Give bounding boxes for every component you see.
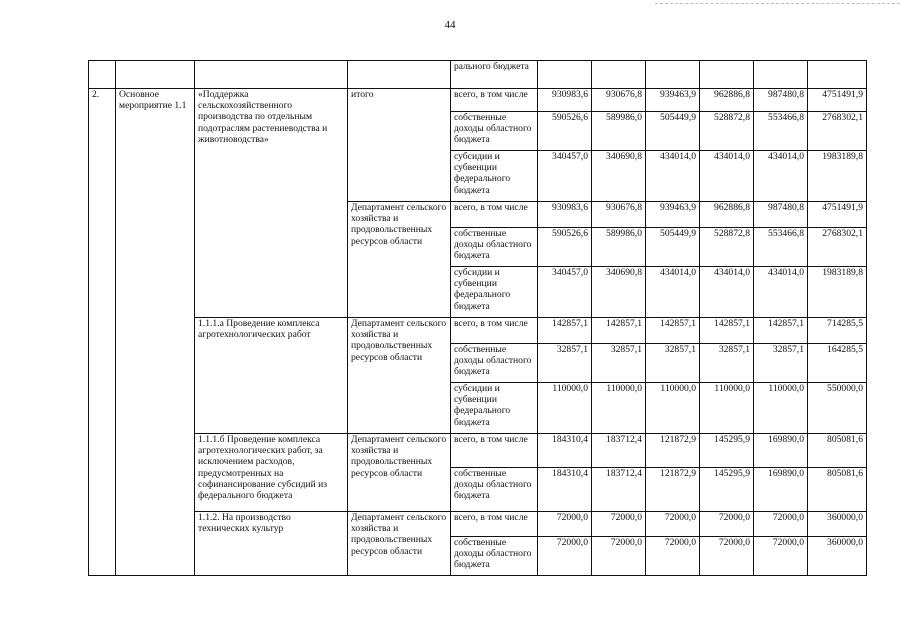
source-cell: всего, в том числе	[451, 89, 538, 112]
value-cell: 110000,0	[754, 383, 808, 434]
value-cell: 553466,8	[754, 112, 808, 151]
value-cell: 32857,1	[646, 344, 700, 383]
sub-measure-name: 1.1.1.а Проведение комплекса агротехнологических работ	[195, 318, 348, 434]
value-cell: 72000,0	[646, 537, 700, 576]
value-cell: 987480,8	[754, 202, 808, 228]
value-cell: 962886,8	[700, 89, 754, 112]
value-cell: 1983189,8	[808, 267, 867, 318]
value-cell: 434014,0	[754, 151, 808, 202]
value-cell: 145295,9	[700, 434, 754, 468]
value-cell: 169890,0	[754, 468, 808, 512]
source-cell: всего, в том числе	[451, 512, 538, 537]
value-cell: 340457,0	[538, 151, 592, 202]
source-cell: всего, в том числе	[451, 318, 538, 344]
value-cell: 2768302,1	[808, 112, 867, 151]
value-cell: 528872,8	[700, 112, 754, 151]
value-cell: 987480,8	[754, 89, 808, 112]
value-cell: 4751491,9	[808, 202, 867, 228]
value-cell: 32857,1	[700, 344, 754, 383]
value-cell: 72000,0	[700, 512, 754, 537]
value-cell: 714285,5	[808, 318, 867, 344]
value-cell: 72000,0	[754, 512, 808, 537]
value-cell: 340690,8	[592, 267, 646, 318]
source-cell: собственные доходы областного бюджета	[451, 112, 538, 151]
value-cell: 32857,1	[754, 344, 808, 383]
table-row	[89, 89, 867, 112]
table-row	[89, 318, 867, 344]
value-cell: 2768302,1	[808, 228, 867, 267]
value-cell: 930983,6	[538, 89, 592, 112]
value-cell: 110000,0	[592, 383, 646, 434]
value-cell: 340690,8	[592, 151, 646, 202]
value-cell: 434014,0	[700, 267, 754, 318]
source-cell: субсидии и субвенции федерального бюджета	[451, 383, 538, 434]
value-cell: 939463,9	[646, 89, 700, 112]
value-cell: 183712,4	[592, 434, 646, 468]
value-cell: 930676,8	[592, 89, 646, 112]
value-cell: 434014,0	[700, 151, 754, 202]
measure-name: «Поддержка сельскохозяйственного производства по отдельным подотраслям растениеводства и животноводства»	[195, 89, 348, 318]
scan-edge-mark	[655, 0, 900, 4]
source-cell: субсидии и субвенции федерального бюджета	[451, 151, 538, 202]
value-cell: 121872,9	[646, 468, 700, 512]
value-cell: 805081,6	[808, 468, 867, 512]
value-cell: 184310,4	[538, 468, 592, 512]
responsible-dept: Департамент сельского хозяйства и продовольственных ресурсов области	[348, 202, 451, 318]
responsible-dept: Департамент сельского хозяйства и продовольственных ресурсов области	[348, 512, 451, 576]
value-cell: 528872,8	[700, 228, 754, 267]
value-cell: 805081,6	[808, 434, 867, 468]
source-cell: рального бюджета	[451, 61, 538, 89]
row-number: 2.	[89, 89, 116, 576]
sub-measure-name: 1.1.2. На производство технических культур	[195, 512, 348, 576]
responsible-dept: Департамент сельского хозяйства и продовольственных ресурсов области	[348, 318, 451, 434]
value-cell: 110000,0	[646, 383, 700, 434]
value-cell: 72000,0	[538, 537, 592, 576]
value-cell: 590526,6	[538, 228, 592, 267]
value-cell: 32857,1	[592, 344, 646, 383]
source-cell: субсидии и субвенции федерального бюджета	[451, 267, 538, 318]
value-cell: 72000,0	[646, 512, 700, 537]
value-cell: 110000,0	[700, 383, 754, 434]
value-cell: 72000,0	[754, 537, 808, 576]
value-cell: 590526,6	[538, 112, 592, 151]
measure-type: Основное мероприятие 1.1	[116, 89, 195, 576]
value-cell: 142857,1	[700, 318, 754, 344]
source-cell: всего, в том числе	[451, 434, 538, 468]
source-cell: всего, в том числе	[451, 202, 538, 228]
value-cell: 164285,5	[808, 344, 867, 383]
source-cell: собственные доходы областного бюджета	[451, 344, 538, 383]
table-row	[89, 61, 867, 89]
value-cell: 1983189,8	[808, 151, 867, 202]
value-cell: 142857,1	[646, 318, 700, 344]
value-cell: 121872,9	[646, 434, 700, 468]
table-row	[89, 512, 867, 537]
value-cell: 110000,0	[538, 383, 592, 434]
value-cell: 184310,4	[538, 434, 592, 468]
responsible-dept: Департамент сельского хозяйства и продовольственных ресурсов области	[348, 434, 451, 512]
value-cell: 505449,9	[646, 228, 700, 267]
value-cell: 4751491,9	[808, 89, 867, 112]
value-cell: 434014,0	[754, 267, 808, 318]
table-row	[89, 434, 867, 468]
value-cell: 183712,4	[592, 468, 646, 512]
value-cell: 962886,8	[700, 202, 754, 228]
page-number: 44	[444, 19, 456, 31]
source-cell: собственные доходы областного бюджета	[451, 468, 538, 512]
value-cell: 939463,9	[646, 202, 700, 228]
value-cell: 553466,8	[754, 228, 808, 267]
value-cell: 360000,0	[808, 512, 867, 537]
source-cell: собственные доходы областного бюджета	[451, 537, 538, 576]
value-cell: 142857,1	[538, 318, 592, 344]
value-cell: 360000,0	[808, 537, 867, 576]
value-cell: 434014,0	[646, 267, 700, 318]
value-cell: 169890,0	[754, 434, 808, 468]
value-cell: 145295,9	[700, 468, 754, 512]
value-cell: 32857,1	[538, 344, 592, 383]
value-cell: 550000,0	[808, 383, 867, 434]
value-cell: 930983,6	[538, 202, 592, 228]
value-cell: 72000,0	[538, 512, 592, 537]
value-cell: 589986,0	[592, 228, 646, 267]
value-cell: 142857,1	[592, 318, 646, 344]
program-table	[88, 60, 867, 576]
value-cell: 434014,0	[646, 151, 700, 202]
value-cell: 930676,8	[592, 202, 646, 228]
value-cell: 72000,0	[592, 512, 646, 537]
value-cell: 142857,1	[754, 318, 808, 344]
value-cell: 72000,0	[700, 537, 754, 576]
value-cell: 72000,0	[592, 537, 646, 576]
value-cell: 340457,0	[538, 267, 592, 318]
value-cell: 505449,9	[646, 112, 700, 151]
sub-measure-name: 1.1.1.б Проведение комплекса агротехнологических работ, за исключением расходов, предусмотренных на софинансирование субсидий из федерального бюджета	[195, 434, 348, 512]
source-cell: собственные доходы областного бюджета	[451, 228, 538, 267]
total-label: итого	[348, 89, 451, 202]
value-cell: 589986,0	[592, 112, 646, 151]
